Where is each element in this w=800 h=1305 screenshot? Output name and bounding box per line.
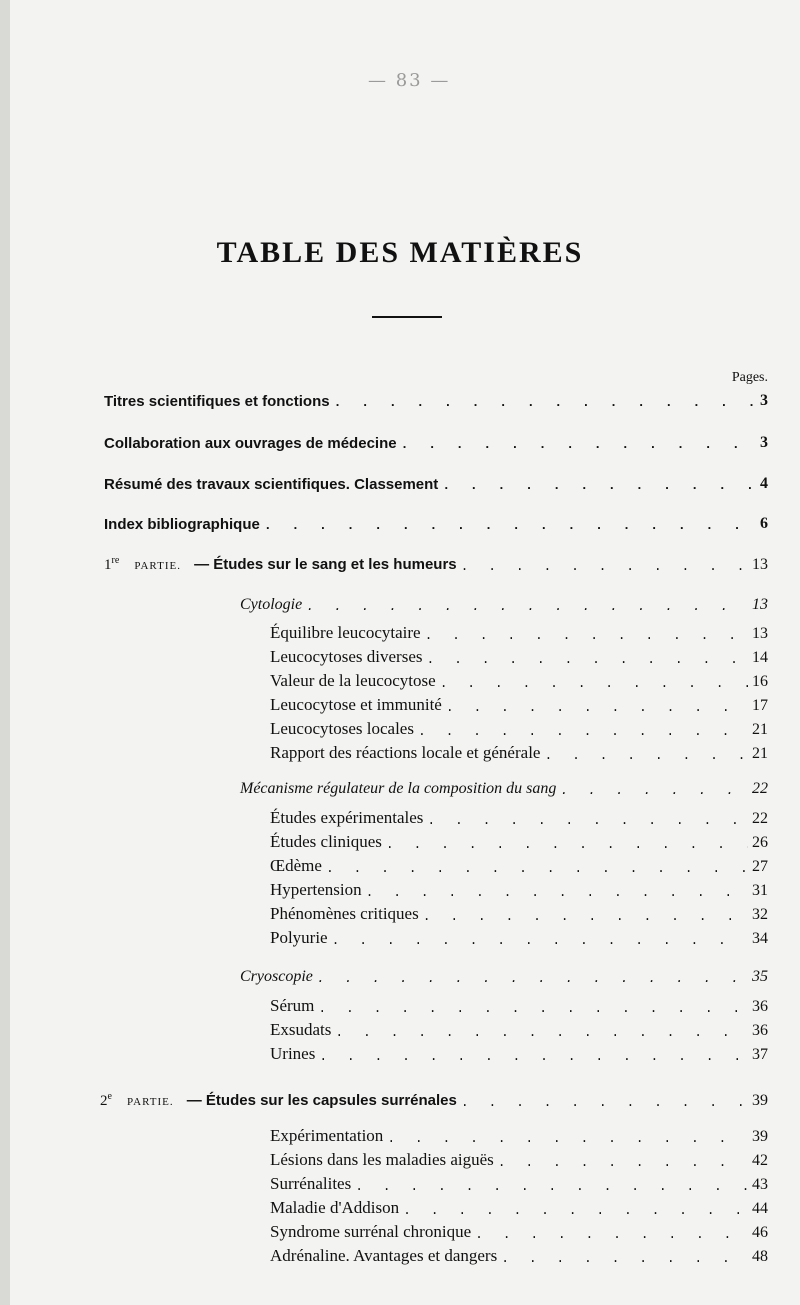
toc-item[interactable]	[270, 645, 768, 667]
toc-entry-page: 4	[760, 475, 768, 492]
toc-item[interactable]	[270, 1124, 768, 1146]
toc-item[interactable]	[270, 1196, 768, 1218]
leader-dots	[461, 559, 748, 574]
toc-entry[interactable]	[104, 511, 768, 533]
leader-dots	[264, 518, 756, 533]
toc-item-label: Lésions dans les maladies aiguës	[270, 1150, 494, 1169]
toc-subsection[interactable]	[240, 964, 768, 986]
toc-item-label: Exsudats	[270, 1020, 332, 1039]
toc-entry-page: 21	[752, 745, 768, 762]
toc-item[interactable]	[270, 854, 768, 876]
leader-dots	[332, 933, 748, 948]
leader-dots	[317, 971, 748, 986]
toc-item-label: Études cliniques	[270, 832, 382, 851]
toc-subsection-label: Cryoscopie	[240, 968, 313, 985]
leader-dots	[386, 837, 748, 852]
toc-item[interactable]	[270, 830, 768, 852]
toc-entry-page: 27	[752, 858, 768, 875]
toc-entry-page: 6	[760, 515, 768, 532]
toc-entry-page: 36	[752, 998, 768, 1015]
toc-item-label: Valeur de la leucocytose	[270, 671, 436, 690]
page-title: TABLE DES MATIÈRES	[216, 236, 584, 269]
toc-item-label: Phénomènes critiques	[270, 904, 419, 923]
toc-subsection[interactable]	[240, 592, 768, 614]
toc-entry-label: Résumé des travaux scientifiques. Classement	[104, 476, 439, 493]
toc-item-label: Études expérimentales	[270, 808, 424, 827]
leader-dots	[319, 1049, 748, 1064]
leader-dots	[403, 1203, 748, 1218]
toc-item-label: Sérum	[270, 996, 315, 1015]
toc-item-label: Hypertension	[270, 880, 362, 899]
toc-item-label: Leucocytose et immunité	[270, 695, 442, 714]
toc-item[interactable]	[270, 878, 768, 900]
toc-item-label: Syndrome surrénal chronique	[270, 1222, 472, 1241]
toc-item-label: Urines	[270, 1044, 316, 1063]
toc-item-label: Surrénalites	[270, 1174, 352, 1193]
leader-dots	[425, 628, 748, 643]
toc-entry-page: 36	[752, 1022, 768, 1039]
toc-item-label: Équilibre leucocytaire	[270, 623, 421, 642]
toc-entry-page: 14	[752, 649, 768, 666]
toc-entry-page: 13	[752, 596, 768, 613]
toc-item-label: Leucocytoses locales	[270, 719, 414, 738]
toc-item[interactable]	[270, 741, 768, 763]
toc-entry-page: 17	[752, 697, 768, 714]
part-number: 1re	[104, 555, 120, 573]
toc-item-label: Polyurie	[270, 928, 328, 947]
toc-entry-page: 21	[752, 721, 768, 738]
part-title: — Études sur le sang et les humeurs	[194, 556, 457, 573]
toc-item[interactable]	[270, 1220, 768, 1242]
toc-entry-page: 32	[752, 906, 768, 923]
toc-item[interactable]	[270, 994, 768, 1016]
toc-item-label: Leucocytoses diverses	[270, 647, 423, 666]
toc-subsection[interactable]	[240, 776, 768, 798]
leader-dots	[306, 599, 748, 614]
toc-entry-page: 13	[752, 556, 768, 573]
leader-dots	[544, 748, 748, 763]
toc-entry-page: 48	[752, 1248, 768, 1265]
toc-item[interactable]	[270, 902, 768, 924]
leader-dots	[366, 885, 748, 900]
toc-item-label: Adrénaline. Avantages et dangers	[270, 1246, 498, 1265]
toc-entry-page: 44	[752, 1200, 768, 1217]
toc-entry-page: 31	[752, 882, 768, 899]
toc-entry-page: 43	[752, 1176, 768, 1193]
toc-item-label: Œdème	[270, 856, 322, 875]
part-title: — Études sur les capsules surrénales	[186, 1092, 457, 1109]
toc-item[interactable]	[270, 717, 768, 739]
toc-entry-page: 39	[752, 1092, 768, 1109]
leader-dots	[334, 395, 756, 410]
toc-entry-page: 3	[760, 392, 768, 409]
toc-item[interactable]	[270, 693, 768, 715]
toc-entry[interactable]	[104, 388, 768, 410]
toc-part-heading[interactable]	[100, 1088, 768, 1110]
toc-entry-page: 22	[752, 780, 768, 797]
leader-dots	[355, 1179, 748, 1194]
toc-item[interactable]	[270, 1042, 768, 1064]
leader-dots	[426, 652, 748, 667]
leader-dots	[461, 1095, 748, 1110]
toc-part-heading[interactable]	[104, 552, 768, 574]
toc-item[interactable]	[270, 1018, 768, 1040]
part-word: PARTIE.	[127, 1096, 174, 1108]
leader-dots	[560, 783, 748, 798]
toc-item-label: Maladie d'Addison	[270, 1198, 400, 1217]
toc-item[interactable]	[270, 621, 768, 643]
part-word: PARTIE.	[134, 560, 181, 572]
toc-entry-page: 46	[752, 1224, 768, 1241]
toc-entry-label: Collaboration aux ouvrages de médecine	[104, 435, 397, 452]
page-number-header: — 83 —	[368, 70, 451, 91]
leader-dots	[427, 813, 748, 828]
leader-dots	[326, 861, 748, 876]
leader-dots	[442, 478, 756, 493]
toc-subsection-label: Cytologie	[240, 596, 303, 613]
leader-dots	[475, 1227, 748, 1242]
toc-item[interactable]	[270, 1148, 768, 1170]
toc-entry-page: 16	[752, 673, 768, 690]
toc-entry-page: 26	[752, 834, 768, 851]
leader-dots	[446, 700, 748, 715]
toc-entry-page: 3	[760, 434, 768, 451]
leader-dots	[401, 437, 756, 452]
toc-entry-page: 13	[752, 625, 768, 642]
leader-dots	[440, 676, 748, 691]
toc-entry-label: Titres scientifiques et fonctions	[104, 393, 330, 410]
toc-entry-page: 42	[752, 1152, 768, 1169]
leader-dots	[423, 909, 748, 924]
toc-entry-page: 22	[752, 810, 768, 827]
toc-entry-page: 35	[752, 968, 768, 985]
page-edge	[0, 0, 10, 1305]
part-number: 2e	[100, 1091, 112, 1109]
leader-dots	[335, 1025, 748, 1040]
leader-dots	[498, 1155, 748, 1170]
toc-entry[interactable]	[104, 471, 768, 493]
toc-entry-page: 39	[752, 1128, 768, 1145]
toc-item[interactable]	[270, 806, 768, 828]
toc-item-label: Expérimentation	[270, 1126, 384, 1145]
toc-item[interactable]	[270, 1244, 768, 1266]
toc-entry-label: Index bibliographique	[104, 516, 260, 533]
title-divider	[372, 316, 442, 318]
toc-item[interactable]	[270, 669, 768, 691]
toc-subsection-label: Mécanisme régulateur de la composition du sang	[240, 780, 557, 797]
toc-item[interactable]	[270, 926, 768, 948]
leader-dots	[418, 724, 748, 739]
toc-item[interactable]	[270, 1172, 768, 1194]
toc-entry[interactable]	[104, 430, 768, 452]
leader-dots	[318, 1001, 748, 1016]
leader-dots	[387, 1131, 748, 1146]
toc-entry-page: 37	[752, 1046, 768, 1063]
pages-column-header: Pages.	[731, 370, 768, 385]
toc-entry-page: 34	[752, 930, 768, 947]
leader-dots	[501, 1251, 748, 1266]
toc-item-label: Rapport des réactions locale et générale	[270, 743, 541, 762]
